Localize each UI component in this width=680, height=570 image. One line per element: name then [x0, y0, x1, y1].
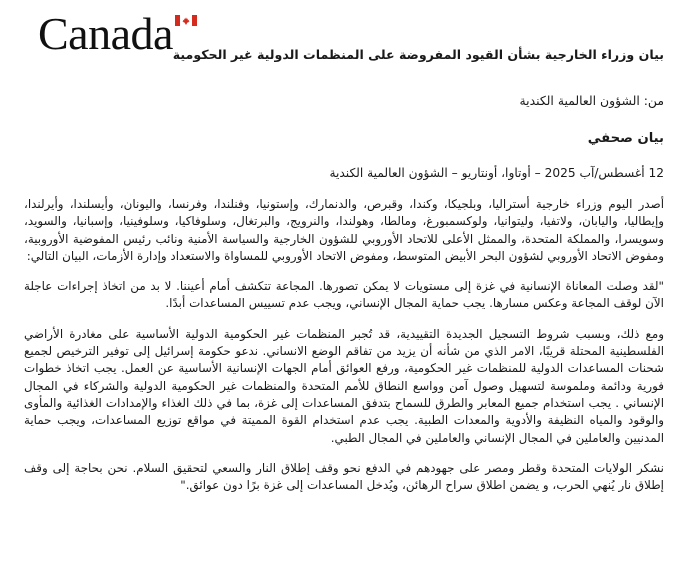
statement-source: من: الشؤون العالمية الكندية [519, 93, 664, 108]
paragraph-ceasefire: نشكر الولايات المتحدة وقطر ومصر على جهودهم في الدفع نحو وقف إطلاق النار والسعي لتحقيق السلام. نحن بحاجة إلى وقف إطلاق نار يُنهي الحرب، و يضمن اطلاق سراح الرهائن، ويُدخل المساعدات إلى غزة برًا دون عوائق." [24, 460, 664, 493]
paragraph-signatories: أصدر اليوم وزراء خارجية أستراليا، وبلجيكا، وكندا، وقبرص، والدنمارك، وإستونيا، وفنلندا، وفرنسا، واليونان، وأيسلندا، وأيرلندا، وإيطاليا، واليابان، ولاتفيا، وليتوانيا، ولوكسمبورغ، ومالطا، وهولندا، والنرويج، والبرتغال، وسلوفاكيا، وسلوفينيا، وإسبانيا، والسويد، وسويسرا، والمملكة المتحدة، والممثل الأعلى للاتحاد الأوروبي للشؤون الخارجية والسياسة الأمنية ونائب رئيس المفوضية الأوروبية، ومفوض الاتحاد الأوروبي لشؤون البحر الأبيض المتوسط، ومفوض الاتحاد الأوروبي للمساواة والاستعداد وإدارة الأزمات، البيان التالي: [24, 197, 664, 263]
dateline: 12 أغسطس/آب 2025 – أوتاوا، أونتاريو – الشؤون العالمية الكندية [329, 166, 664, 180]
news-release-heading: بيان صحفي [587, 131, 664, 146]
paragraph-ngo-registration: ومع ذلك، وبسبب شروط التسجيل الجديدة التقييدية، قد تُجبر المنظمات غير الحكومية الدولية الأساسية على مغادرة الأراضي الفلسطينية المحتلة قريبًا، الامر الذي من شأنه أن يزيد من تفاقم الوضع الانساني. ندعو حكومة إسرائيل إلى توفير الترخيص لجميع شحنات المساعدات الدولية للمنظمات غير الحكومية، ورفع العوائق أمام الجهات الإنسانية الأساسية عن العمل. يجب اتخاذ خطوات فورية ودائمة وملموسة لتسهيل وصول آمن وواسع النطاق للأمم المتحدة والمنظمات غير الحكومية الدولية والشركاء في المجال الإنساني . يجب استخدام جميع المعابر والطرق للسماح بتدفق المساعدات إلى غزة، بما في ذلك الغذاء والإمدادات الغذائية والمأوى والوقود والمياه النظيفة والأدوية والمعدات الطبية. يجب عدم استخدام القوة المميتة في مواقع توزيع المساعدات، ويجب حماية المدنيين والعاملين في المجال الإنساني والعاملين في المجال الطبي. [24, 326, 664, 445]
press-release [24, 44, 664, 506]
statement-title: بيان وزراء الخارجية بشأن القيود المفروضة على المنظمات الدولية غير الحكومية [172, 47, 664, 62]
canada-wordmark: Canada [38, 8, 173, 59]
canada-flag-icon [175, 15, 197, 26]
paragraph-humanitarian-suffering: "لقد وصلت المعاناة الإنسانية في غزة إلى مستويات لا يمكن تصورها. المجاعة تتكشف أمام أعيننا. لا بد من اتخاذ إجراءات عاجلة الآن لوقف المجاعة وعكس مسارها. يجب حماية المجال الإنساني، ويجب عدم تسييس المساعدات أبدًا. [24, 279, 664, 311]
